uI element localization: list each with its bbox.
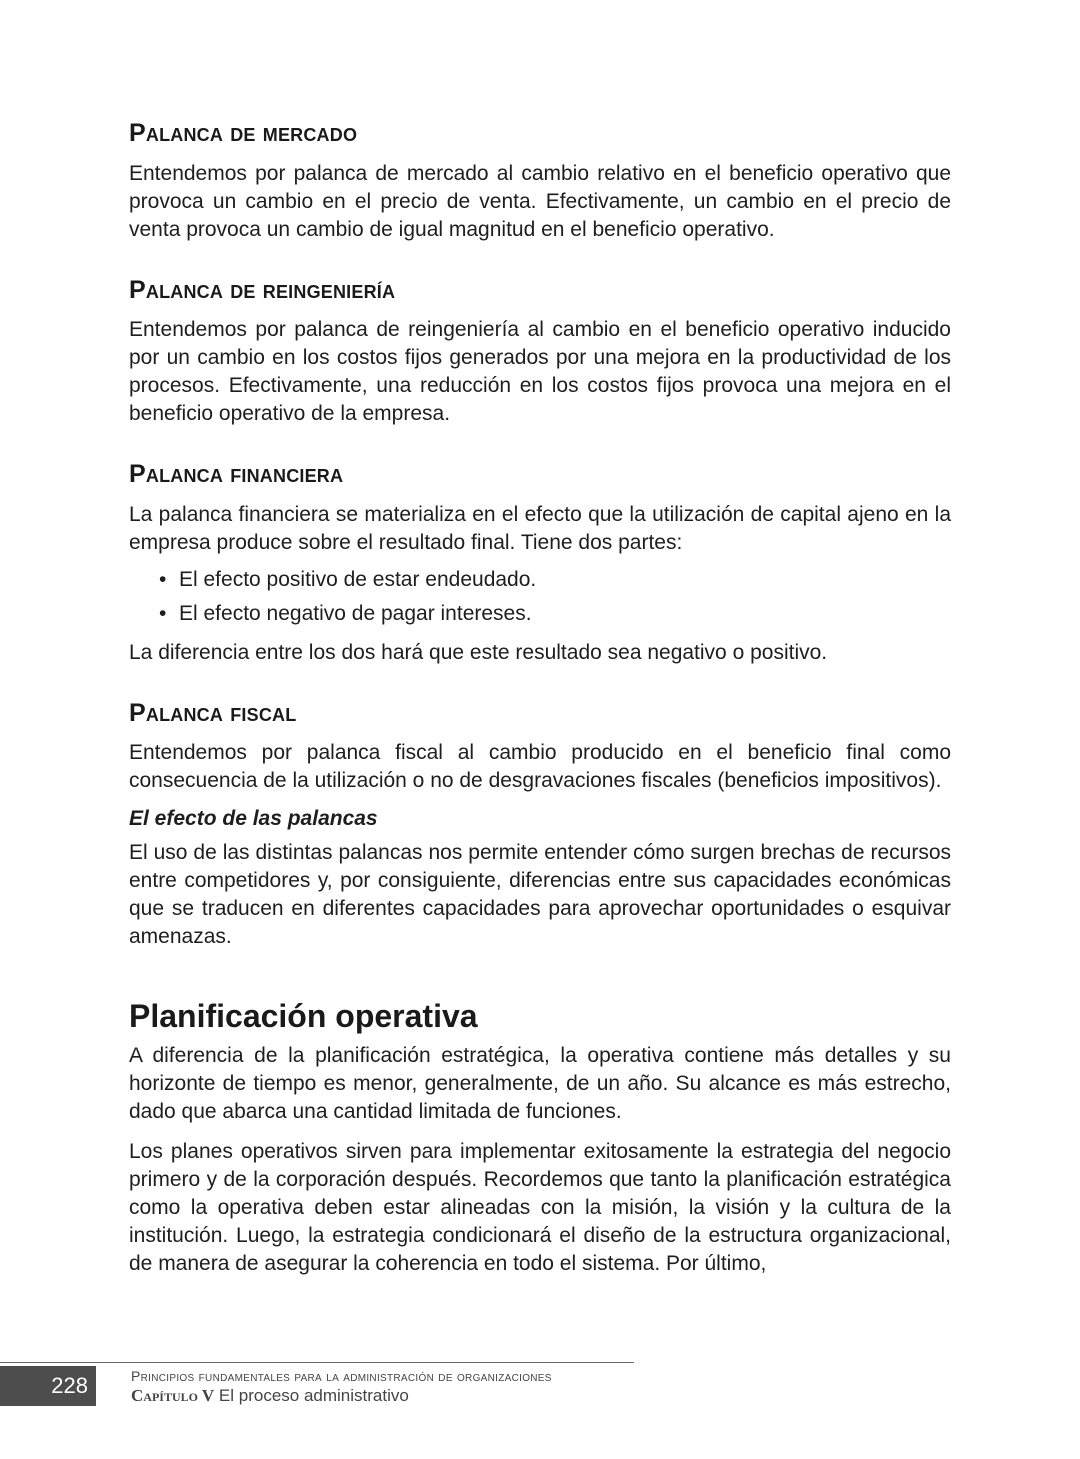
section-palanca-mercado — [129, 120, 951, 244]
page-number: 228 — [0, 1366, 96, 1406]
section-palanca-fiscal — [129, 700, 951, 952]
footer-chapter — [131, 1386, 409, 1406]
section-intro: La palanca financiera se materializa en el efecto que la utilización de capital ajeno en la empresa produce sobre el resultado final. Tiene dos partes: — [129, 502, 951, 554]
list-item-text: El efecto positivo de estar endeudado. — [179, 567, 537, 591]
list-item — [159, 563, 951, 597]
subheading-body: El uso de las distintas palancas nos permite entender cómo surgen brechas de recursos entre competidores y, por consiguiente, diferencias entre sus capacidades económicas que se traducen en diferentes capacidades para aprovechar oportunidades o esquivar amenazas. — [129, 841, 951, 948]
bullet-icon: • — [159, 567, 167, 591]
page-content — [129, 120, 951, 1278]
list-item-text: El efecto negativo de pagar intereses. — [179, 601, 532, 625]
section-palanca-reingenieria — [129, 277, 951, 429]
planificacion-heading: Planificación operativa — [129, 998, 478, 1034]
section-heading: Palanca de mercado — [129, 119, 358, 147]
section-body: Entendemos por palanca de mercado al cambio relativo en el beneficio operativo que provoca un cambio en el precio de venta. Efectivamente, un cambio en el precio de venta provoca un cambio de igual magnitud en el beneficio operativo. — [129, 161, 951, 241]
bullet-icon: • — [159, 601, 167, 625]
list-item — [159, 597, 951, 631]
planificacion-paragraph-2: Los planes operativos sirven para implementar exitosamente la estrategia del negocio primero y de la corporación después. Recordemos que tanto la planificación estratégica como la operativa deben estar alineadas con la misión, la visión y la cultura de la institución. Luego, la estrategia condicionará el diseño de la estructura organizacional, de manera de asegurar la coherencia en todo el sistema. Por último, — [129, 1140, 951, 1276]
bullet-list — [129, 563, 951, 631]
section-heading: Palanca fiscal — [129, 698, 297, 727]
planificacion-paragraph-1: A diferencia de la planificación estratégica, la operativa contiene más detalles y su horizonte de tiempo es menor, generalmente, de un año. Su alcance es más estrecho, dado que abarca una cantidad limitada de funciones. — [129, 1044, 951, 1124]
footer-chapter-label: Capítulo V — [131, 1386, 215, 1405]
section-outro: La diferencia entre los dos hará que este resultado sea negativo o positivo. — [129, 640, 828, 664]
section-heading: Palanca de reingeniería — [129, 275, 396, 304]
section-body: Entendemos por palanca fiscal al cambio producido en el beneficio final como consecuencia de la utilización o no de desgravaciones fiscales (beneficios impositivos). — [129, 741, 951, 792]
section-body: Entendemos por palanca de reingeniería al cambio en el beneficio operativo inducido por un cambio en los costos fijos generados por una mejora en la productividad de los procesos. Efectivamente, una reducción en los costos fijos provoca una mejora en el beneficio operativo de la empresa. — [129, 318, 951, 425]
subheading: El efecto de las palancas — [129, 807, 378, 830]
section-palanca-financiera — [129, 461, 951, 667]
footer-chapter-title: El proceso administrativo — [218, 1386, 409, 1405]
footer-divider — [0, 1362, 634, 1363]
section-heading: Palanca financiera — [129, 460, 344, 488]
footer-book-title: Principios fundamentales para la administración de organizaciones — [131, 1368, 552, 1384]
